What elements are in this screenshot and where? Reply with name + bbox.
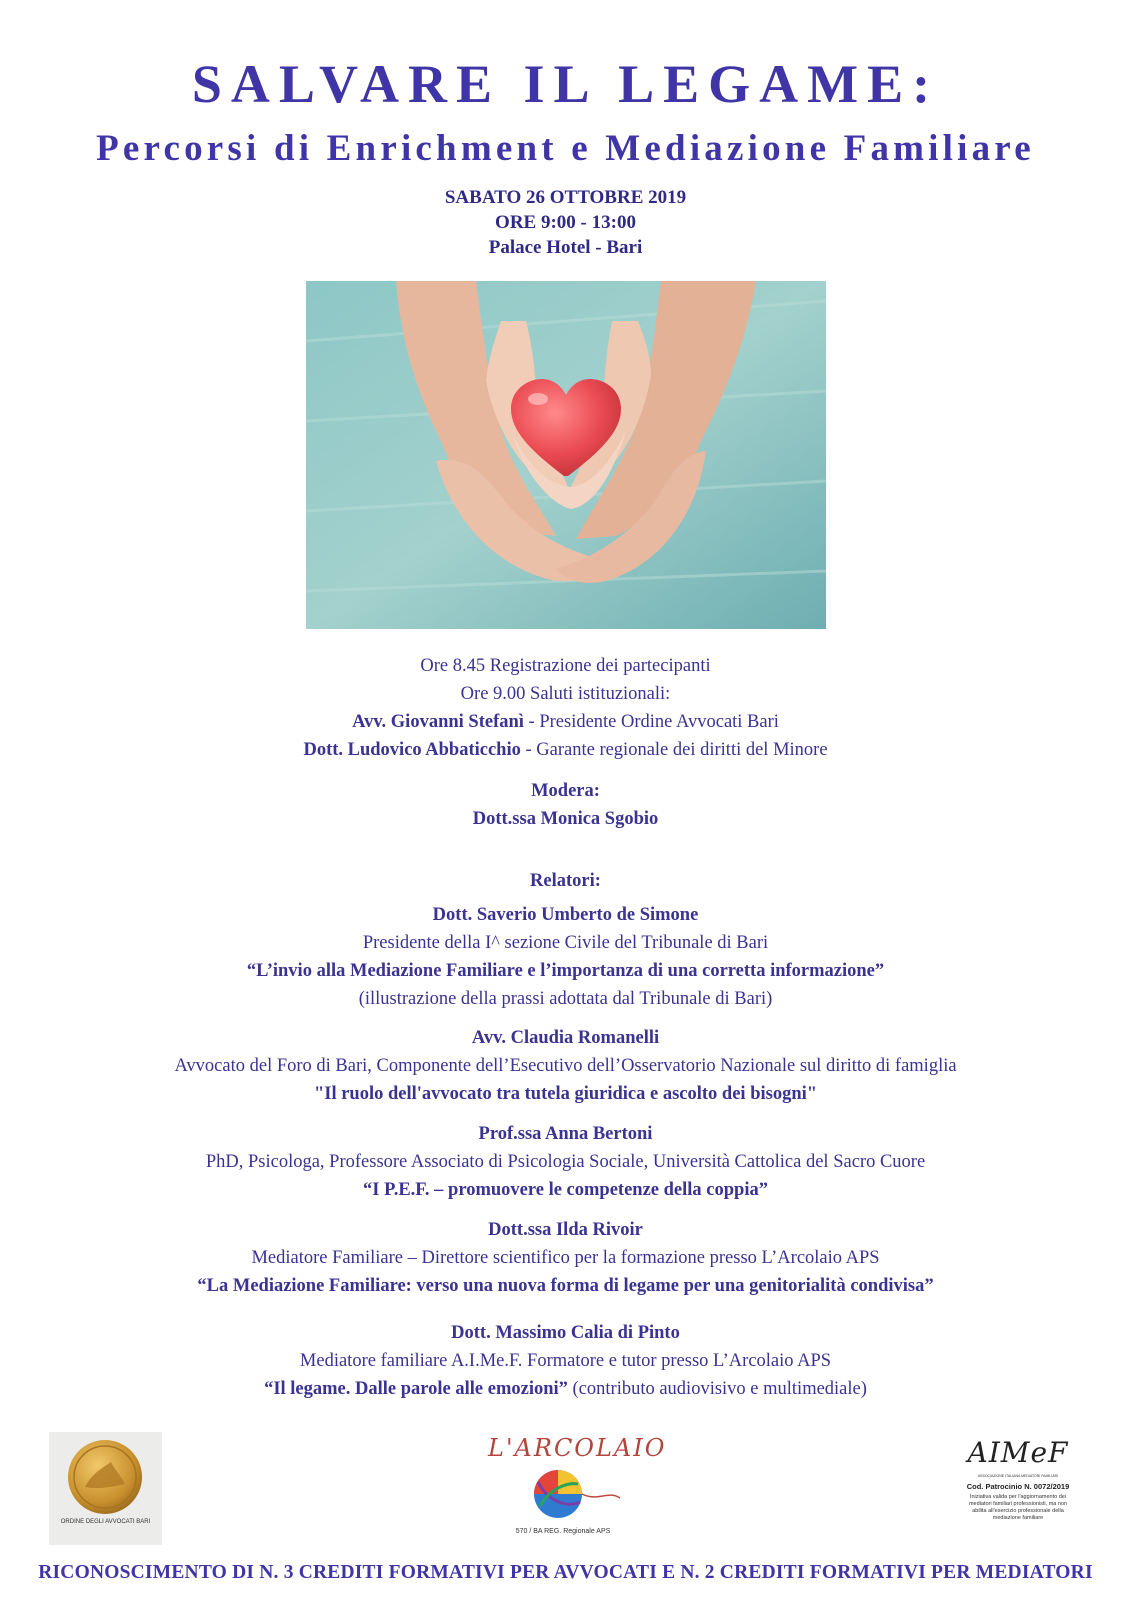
aimef-tagline: ASSOCIAZIONE ITALIANA MEDIATORI FAMILIARI [977,1474,1059,1478]
aimef-note: Iniziativa valida per l'aggiornamento dei mediatori familiari professionisti, ma non abilita all'esercizio professionale della mediazione familiare [968,1494,1068,1521]
speaker-talk: "Il ruolo dell'avvocato tra tutela giuridica e ascolto dei bisogni" [313,1084,818,1104]
greeter-name: Avv. Giovanni Stefanì [352,712,524,732]
arcolaio-wordmark: L'ARCOLAIO [488,1434,667,1462]
speakers-label: Relatori: [530,871,601,891]
speaker-role: Avvocato del Foro di Bari, Componente dell’Esecutivo dell’Osservatorio Nazionale sul diritto di famiglia [174,1056,957,1076]
event-time: ORE 9:00 - 13:00 [495,212,636,233]
speaker-talk: “La Mediazione Familiare: verso una nuova forma di legame per una genitorialità condivisa” [197,1276,934,1296]
speaker-talk: “L’invio alla Mediazione Familiare e l’importanza di una corretta informazione” [246,961,885,981]
registration-line: Ore 8.45 Registrazione dei partecipanti [420,656,711,676]
event-title: SALVARE IL LEGAME: [191,54,940,114]
greeter-role: - Presidente Ordine Avvocati Bari [523,712,779,732]
speaker-name: Dott. Saverio Umberto de Simone [432,905,699,925]
speaker-talk: “Il legame. Dalle parole alle emozioni” [264,1379,568,1399]
event-date: SABATO 26 OTTOBRE 2019 [444,187,687,208]
ordine-seal-icon [49,1432,162,1545]
speaker-note: (contributo audiovisivo e multimediale) [567,1379,867,1399]
speaker-name: Avv. Claudia Romanelli [471,1028,660,1048]
moderator-name: Dott.ssa Monica Sgobio [472,809,659,829]
event-subtitle: Percorsi di Enrichment e Mediazione Familiare [96,128,1035,169]
ordine-caption: ORDINE DEGLI AVVOCATI BARI [60,1519,151,1525]
ordine-avvocati-logo [49,1432,162,1545]
speaker-name: Dott. Massimo Calia di Pinto [451,1323,680,1343]
speaker-role: PhD, Psicologa, Professore Associato di Psicologia Sociale, Università Cattolica del Sacro Cuore [205,1152,926,1172]
greeter-row [0,708,1131,736]
speaker-role: Mediatore familiare A.I.Me.F. Formatore e tutor presso L’Arcolaio APS [299,1351,832,1371]
credits-footer: RICONOSCIMENTO DI N. 3 CREDITI FORMATIVI PER AVVOCATI E N. 2 CREDITI FORMATIVI PER MEDIATORI [38,1562,1093,1583]
speaker-talk: “I P.E.F. – promuovere le competenze della coppia” [363,1180,768,1200]
speaker-role: Presidente della I^ sezione Civile del Tribunale di Bari [362,933,769,953]
hands-heart-photo [306,281,826,629]
arcolaio-caption: 570 / BA REG. Regionale APS [515,1528,611,1535]
event-venue: Palace Hotel - Bari [488,237,643,258]
speaker-talk-row [0,1375,1131,1403]
greetings-line: Ore 9.00 Saluti istituzionali: [460,684,671,704]
aimef-code: Cod. Patrocinio N. 0072/2019 [966,1482,1070,1491]
greeter-row [0,736,1131,764]
speaker-name: Prof.ssa Anna Bertoni [478,1124,653,1144]
greeter-role: - Garante regionale dei diritti del Minore [520,740,828,760]
aimef-logo [958,1436,1078,1546]
hands-heart-illustration [306,281,826,629]
aimef-wordmark: AIMeF [967,1436,1069,1469]
moderator-label: Modera: [531,781,600,801]
arcolaio-logo [488,1432,667,1542]
speaker-role: Mediatore Familiare – Direttore scientifico per la formazione presso L’Arcolaio APS [251,1248,880,1268]
speaker-name: Dott.ssa Ilda Rivoir [488,1220,643,1240]
speaker-note: (illustrazione della prassi adottata dal Tribunale di Bari) [358,989,773,1009]
greeter-name: Dott. Ludovico Abbaticchio [303,740,521,760]
